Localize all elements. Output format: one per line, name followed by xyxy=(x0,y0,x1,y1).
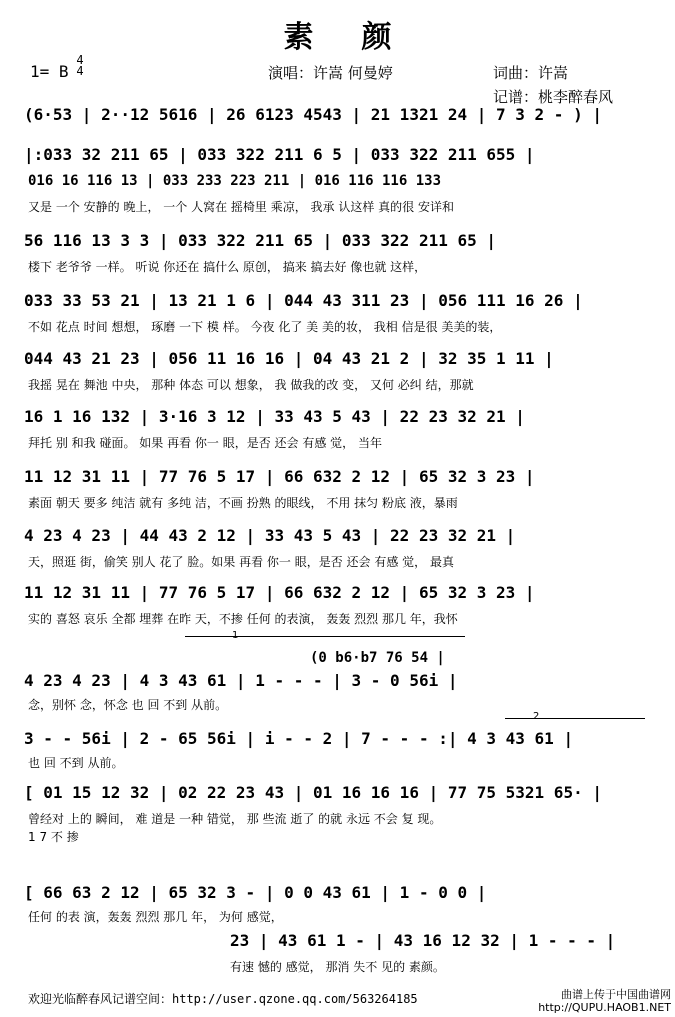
time-signature xyxy=(74,55,86,77)
volta-2-line xyxy=(505,718,645,719)
lyrics-line: 念，别怀 念，怀念 也 回 不到 从前。 xyxy=(28,698,228,712)
footer-watermark xyxy=(538,988,671,1014)
lyrics-line: 素面 朝天 要多 纯洁 就有 多纯 洁，不画 扮熟 的眼线， 不用 抹匀 粉底 液，暴雨 xyxy=(28,496,458,510)
lyrics-line: 曾经对 上的 瞬间， 难 道是 一种 错觉， 那 些流 逝了 的就 永远 不会 复 现。 xyxy=(28,812,442,826)
singers: 演唱：许嵩 何曼婷 xyxy=(268,64,393,82)
volta-1-line xyxy=(185,636,465,637)
notes-line: 4 23 4 23 | 44 43 2 12 | 33 43 5 43 | 22 23 32 21 | xyxy=(24,526,516,545)
volta-2-number: 2 xyxy=(533,711,540,722)
notes-line: 11 12 31 11 | 77 76 5 17 | 66 632 2 12 | 65 32 3 23 | xyxy=(24,583,535,602)
notes-line: 56 116 13 3 3 | 033 322 211 65 | 033 322 211 65 | xyxy=(24,231,497,250)
notes-line: 4 23 4 23 | 4 3 43 61 | 1 - - - | 3 - 0 56i | xyxy=(24,671,458,690)
lyrics-line: 也 回 不到 从前。 xyxy=(28,756,124,770)
key-signature: 1= B xyxy=(30,62,69,81)
lyrics-line: 016 16 116 13 | 033 233 223 211 | 016 116 116 133 xyxy=(28,173,442,189)
notes-line: 033 33 53 21 | 13 21 1 6 | 044 43 311 23 | 056 111 16 26 | xyxy=(24,291,583,310)
notes-line: 11 12 31 11 | 77 76 5 17 | 66 632 2 12 | 65 32 3 23 | xyxy=(24,467,535,486)
notes-line: [ 01 15 12 32 | 02 22 23 43 | 01 16 16 16 | 77 75 5321 65· | xyxy=(24,783,602,802)
lyrics-line: 有速 憾的 感觉， 那消 失不 见的 素颜。 xyxy=(230,960,445,974)
notes-line: 16 1 16 132 | 3·16 3 12 | 33 43 5 43 | 22 23 32 21 | xyxy=(24,407,525,426)
lyrics-line: 我摇 晃在 舞池 中央， 那种 体态 可以 想象， 我 做我的改 变， 又何 必纠 结，那就 xyxy=(28,378,474,392)
footer-watermark-line: 曲谱上传于中国曲谱网 xyxy=(561,988,671,1001)
time-signature-top: 4 xyxy=(76,53,84,67)
notes-line: [ 66 63 2 12 | 65 32 3 - | 0 0 43 61 | 1 - 0 0 | xyxy=(24,883,487,902)
transcriber: 记谱：桃李醉春风 xyxy=(493,88,614,106)
composer: 词曲：许嵩 xyxy=(493,64,569,82)
notes-line: 23 | 43 61 1 - | 43 16 12 32 | 1 - - - | xyxy=(230,931,616,950)
time-signature-bottom: 4 xyxy=(76,64,84,78)
notes-line: 3 - - 56i | 2 - 65 56i | i - - 2 | 7 - - - :| 4 3 43 61 | xyxy=(24,729,574,748)
lyrics-line: 1 7 不 掺 xyxy=(28,830,79,844)
lyrics-line: 楼下 老爷爷 一样。 听说 你还在 搞什么 原创， 搞来 搞去好 像也就 这样， xyxy=(28,260,427,274)
lyrics-line: 又是 一个 安静的 晚上， 一个 人窝在 摇椅里 乘凉， 我承 认这样 真的很 安详和 xyxy=(28,200,454,214)
lyrics-line: 拜托 别 和我 碰面。 如果 再看 你一 眼，是否 还会 有感 觉， 当年 xyxy=(28,436,382,450)
notes-line: |:033 32 211 65 | 033 322 211 6 5 | 033 322 211 655 | xyxy=(24,145,535,164)
lyrics-line: 不如 花点 时间 想想， 琢磨 一下 模 样。 今夜 化了 美 美的妆， 我相 信是很 美美的装， xyxy=(28,320,502,334)
lyrics-line: 实的 喜怒 哀乐 全都 埋葬 在昨 天，不掺 任何 的表演， 轰轰 烈烈 那几 年，我怀 xyxy=(28,612,458,626)
page-title: 素颜 xyxy=(283,20,440,55)
notes-line: 044 43 21 23 | 056 11 16 16 | 04 43 21 2 | 32 35 1 11 | xyxy=(24,349,554,368)
footer-watermark-url: http://QUPU.HAOB1.NET xyxy=(538,1001,671,1014)
notes-line: (6·53 | 2··12 5616 | 26 6123 4543 | 21 1321 24 | 7 3 2 - ) | xyxy=(24,105,602,124)
volta-1-number: 1 xyxy=(232,630,239,641)
lyrics-line: 天，照逛 街，偷笑 别人 花了 脸。如果 再看 你一 眼，是否 还会 有感 觉， 最真 xyxy=(28,555,454,569)
notes-line: (0 b6·b7 76 54 | xyxy=(310,650,445,666)
lyrics-line: 任何 的表 演，轰轰 烈烈 那几 年， 为何 感觉， xyxy=(28,910,283,924)
footer-credit: 欢迎光临醉春风记谱空间：http://user.qzone.qq.com/563264185 xyxy=(28,992,418,1006)
